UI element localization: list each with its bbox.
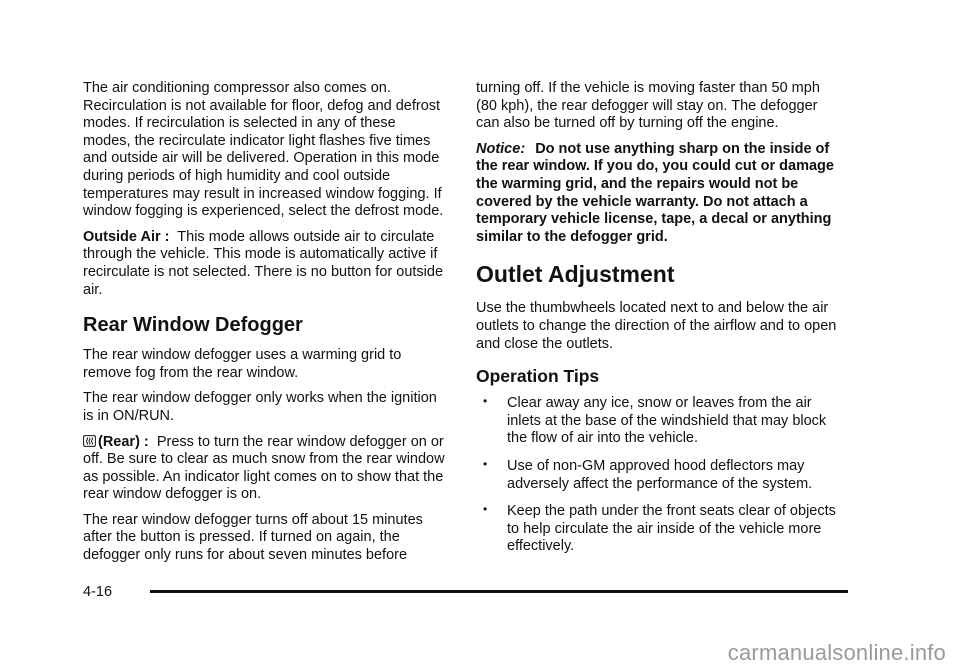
rear-button-label: (Rear) : [98,433,149,450]
list-item [476,395,838,448]
rear-defogger-icon [83,435,96,447]
rear-button-text: Press to turn the rear window defogger on or off. Be sure to clear as much snow from the rear window as possible. An indicator light comes on to show that the rear window defogger is on. [83,433,445,503]
bullet-icon: • [483,456,488,471]
footer-rule [150,590,848,593]
outside-air-paragraph [83,229,445,299]
notice-paragraph [476,141,838,247]
tip-text: Use of non-GM approved hood deflectors may adversely affect the performance of the system. [507,457,813,492]
watermark: carmanualsonline.info [727,640,946,665]
rear-defogger-intro: The rear window defogger uses a warming grid to remove fog from the rear window. [83,347,402,381]
defogger-continuation: turning off. If the vehicle is moving faster than 50 mph (80 kph), the rear defogger will stay on. The defogger can also be turned off by turning off the engine. [476,80,820,132]
bullet-icon: • [483,502,488,517]
list-item [476,503,838,556]
tip-text: Clear away any ice, snow or leaves from the air inlets at the base of the windshield that may block the flow of air into the vehicle. [507,395,827,447]
left-column [83,80,445,573]
notice-label: Notice: [476,140,526,157]
rear-defogger-heading: Rear Window Defogger [83,314,303,337]
bullet-icon: • [483,394,488,409]
ac-compressor-paragraph: The air conditioning compressor also comes on. Recirculation is not available for floor, defog and defrost modes. If recirculation is selected in any of these modes, the recirculate indicator light flashes five times and outside air will be delivered. Operation in this mode during periods of high humidity and cool outside temperatures may result in increased window fogging. If window fogging is experienced, select the defrost mode. [83,80,444,220]
outside-air-text: This mode allows outside air to circulate through the vehicle. This mode is automatically active if recirculate is not selected. There is no button for outside air. [83,228,444,298]
right-column [476,80,838,566]
rear-defogger-ignition: The rear window defogger only works when the ignition is in ON/RUN. [83,390,437,424]
page-number: 4-16 [83,584,113,600]
operation-tips-list [476,395,838,556]
list-item [476,458,838,493]
notice-text: Do not use anything sharp on the inside of the rear window. If you do, you could cut or damage the warming grid, and the repairs would not be covered by the vehicle warranty. Do not attach a temporary vehicle license, tape, a decal or anything similar to the defogger grid. [476,140,834,245]
tip-text: Keep the path under the front seats clear of objects to help circulate the air inside of the vehicle more effectively. [507,503,836,555]
operation-tips-heading: Operation Tips [476,366,600,387]
rear-defogger-button-paragraph [83,434,445,504]
outlet-adjustment-paragraph: Use the thumbwheels located next to and below the air outlets to change the direction of the airflow and to open and close the outlets. [476,300,837,352]
rear-defogger-timer: The rear window defogger turns off about 15 minutes after the button is pressed. If turned on again, the defogger only runs for about seven minutes before [83,511,423,564]
outside-air-label: Outside Air : [83,228,170,245]
outlet-adjustment-heading: Outlet Adjustment [476,261,675,288]
